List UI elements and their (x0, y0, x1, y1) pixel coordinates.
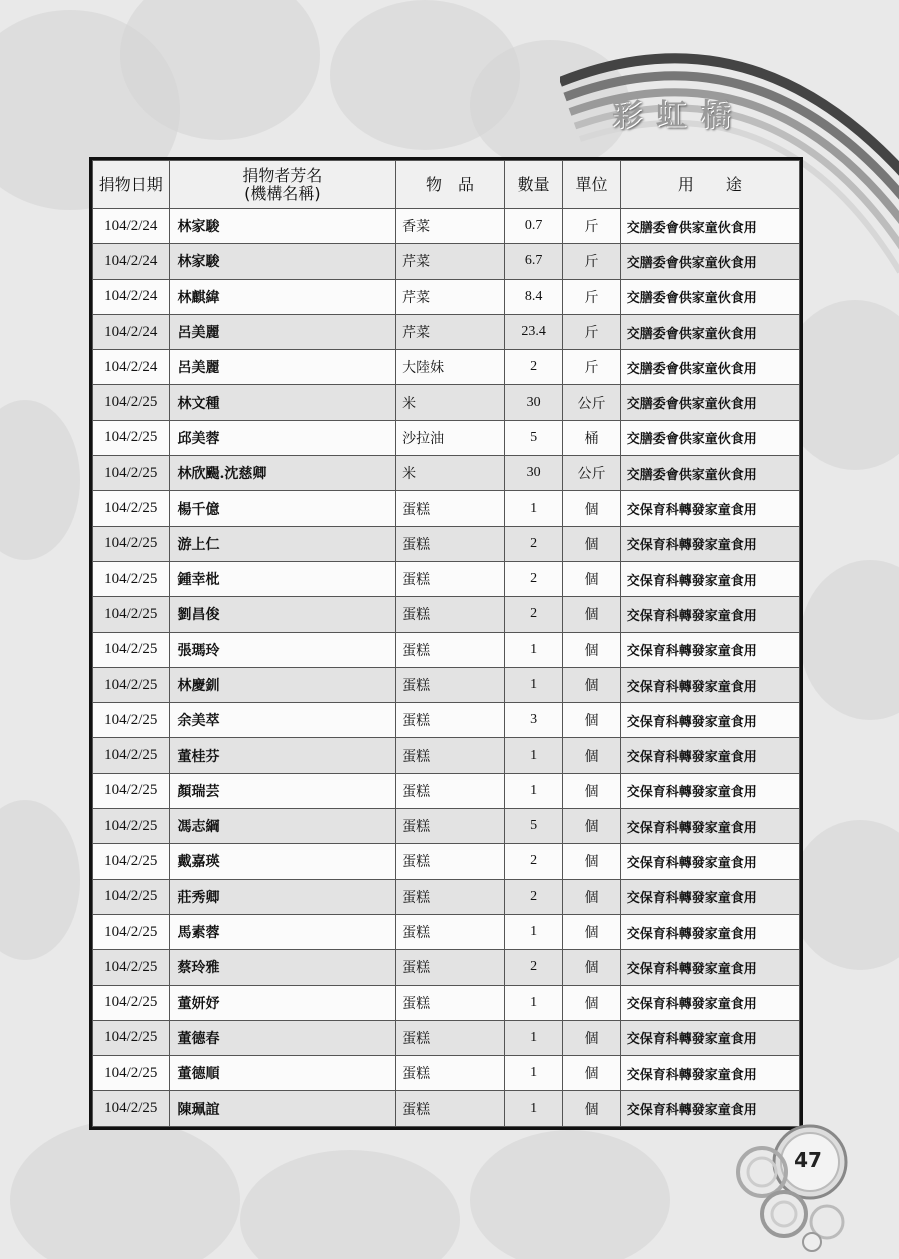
cell-date: 104/2/24 (93, 209, 170, 244)
table-row (93, 667, 800, 702)
cell-purpose: 交保育科轉發家童食用 (620, 1056, 799, 1091)
cell-quantity: 0.7 (504, 209, 562, 244)
column-header-item: 物 品 (396, 161, 505, 209)
cell-quantity: 3 (504, 703, 562, 738)
cell-purpose: 交保育科轉發家童食用 (620, 561, 799, 596)
table-row (93, 914, 800, 949)
column-header-donor-line1: 捐物者芳名 (242, 165, 323, 185)
cell-unit: 個 (563, 844, 620, 879)
cell-unit: 斤 (563, 244, 620, 279)
cell-date: 104/2/25 (93, 1020, 170, 1055)
cell-item: 米 (396, 456, 505, 491)
table-row (93, 985, 800, 1020)
table-row (93, 597, 800, 632)
cell-quantity: 2 (504, 561, 562, 596)
cell-donor-name: 董桂芬 (169, 738, 396, 773)
cell-donor-name: 陳珮誼 (169, 1091, 396, 1126)
cell-purpose: 交保育科轉發家童食用 (620, 950, 799, 985)
cell-unit: 個 (563, 950, 620, 985)
cell-date: 104/2/25 (93, 844, 170, 879)
cell-unit: 桶 (563, 420, 620, 455)
table-row (93, 314, 800, 349)
section-logo-title: 彩虹橋 (612, 98, 744, 133)
cell-purpose: 交保育科轉發家童食用 (620, 703, 799, 738)
cell-quantity: 30 (504, 385, 562, 420)
cell-purpose: 交膳委會供家童伙食用 (620, 420, 799, 455)
cell-date: 104/2/25 (93, 809, 170, 844)
cell-item: 蛋糕 (396, 809, 505, 844)
table-row (93, 244, 800, 279)
cell-purpose: 交保育科轉發家童食用 (620, 597, 799, 632)
cell-item: 芹菜 (396, 244, 505, 279)
cell-purpose: 交膳委會供家童伙食用 (620, 314, 799, 349)
cell-item: 蛋糕 (396, 561, 505, 596)
cell-date: 104/2/25 (93, 561, 170, 596)
cell-purpose: 交保育科轉發家童食用 (620, 667, 799, 702)
cell-item: 蛋糕 (396, 632, 505, 667)
cell-quantity: 5 (504, 420, 562, 455)
cell-item: 蛋糕 (396, 773, 505, 808)
cell-quantity: 5 (504, 809, 562, 844)
column-header-donor-line2: (機構名稱) (244, 183, 321, 203)
cell-purpose: 交保育科轉發家童食用 (620, 526, 799, 561)
cell-date: 104/2/25 (93, 456, 170, 491)
cell-donor-name: 楊千億 (169, 491, 396, 526)
cell-purpose: 交膳委會供家童伙食用 (620, 279, 799, 314)
cell-item: 芹菜 (396, 314, 505, 349)
cell-date: 104/2/25 (93, 1056, 170, 1091)
cell-unit: 個 (563, 914, 620, 949)
table-row (93, 350, 800, 385)
table-row (93, 1020, 800, 1055)
cell-date: 104/2/25 (93, 491, 170, 526)
cell-unit: 個 (563, 985, 620, 1020)
cell-purpose: 交保育科轉發家童食用 (620, 985, 799, 1020)
cell-unit: 個 (563, 809, 620, 844)
table-row (93, 456, 800, 491)
cell-purpose: 交保育科轉發家童食用 (620, 879, 799, 914)
cell-purpose: 交保育科轉發家童食用 (620, 914, 799, 949)
cell-purpose: 交膳委會供家童伙食用 (620, 350, 799, 385)
cell-donor-name: 莊秀卿 (169, 879, 396, 914)
cell-purpose: 交保育科轉發家童食用 (620, 809, 799, 844)
cell-donor-name: 劉昌俊 (169, 597, 396, 632)
table-row (93, 632, 800, 667)
cell-unit: 個 (563, 879, 620, 914)
cell-unit: 斤 (563, 279, 620, 314)
cell-unit: 個 (563, 1056, 620, 1091)
cell-unit: 公斤 (563, 456, 620, 491)
cell-donor-name: 董德春 (169, 1020, 396, 1055)
cell-donor-name: 林欣颺.沈慈卿 (169, 456, 396, 491)
cell-quantity: 2 (504, 597, 562, 632)
cell-quantity: 1 (504, 773, 562, 808)
cell-item: 蛋糕 (396, 1056, 505, 1091)
cell-unit: 斤 (563, 209, 620, 244)
cell-item: 蛋糕 (396, 1091, 505, 1126)
table-row (93, 879, 800, 914)
cell-unit: 個 (563, 561, 620, 596)
cell-unit: 個 (563, 1091, 620, 1126)
cell-date: 104/2/25 (93, 914, 170, 949)
cell-donor-name: 董德順 (169, 1056, 396, 1091)
cell-donor-name: 顏瑞芸 (169, 773, 396, 808)
cell-purpose: 交膳委會供家童伙食用 (620, 456, 799, 491)
cell-item: 大陸妹 (396, 350, 505, 385)
cell-quantity: 1 (504, 667, 562, 702)
cell-purpose: 交保育科轉發家童食用 (620, 1020, 799, 1055)
table-row (93, 420, 800, 455)
column-header-date: 捐物日期 (93, 161, 170, 209)
cell-item: 蛋糕 (396, 738, 505, 773)
cell-quantity: 2 (504, 950, 562, 985)
cell-quantity: 6.7 (504, 244, 562, 279)
cell-quantity: 23.4 (504, 314, 562, 349)
cell-item: 米 (396, 385, 505, 420)
cell-quantity: 1 (504, 632, 562, 667)
table-row (93, 209, 800, 244)
cell-donor-name: 林家駿 (169, 209, 396, 244)
cell-donor-name: 林家駿 (169, 244, 396, 279)
cell-item: 蛋糕 (396, 597, 505, 632)
cell-purpose: 交保育科轉發家童食用 (620, 632, 799, 667)
cell-donor-name: 蔡玲雅 (169, 950, 396, 985)
cell-quantity: 30 (504, 456, 562, 491)
cell-date: 104/2/25 (93, 738, 170, 773)
cell-purpose: 交膳委會供家童伙食用 (620, 244, 799, 279)
cell-unit: 個 (563, 703, 620, 738)
cell-date: 104/2/25 (93, 985, 170, 1020)
page-number: 47 (794, 1148, 822, 1172)
table-row (93, 526, 800, 561)
cell-unit: 個 (563, 773, 620, 808)
cell-quantity: 1 (504, 738, 562, 773)
cell-date: 104/2/24 (93, 244, 170, 279)
cell-date: 104/2/25 (93, 597, 170, 632)
column-header-donor (169, 161, 396, 209)
cell-date: 104/2/25 (93, 632, 170, 667)
column-header-quantity: 數量 (504, 161, 562, 209)
table-row (93, 950, 800, 985)
table-row (93, 703, 800, 738)
cell-item: 香菜 (396, 209, 505, 244)
cell-unit: 斤 (563, 314, 620, 349)
cell-date: 104/2/25 (93, 703, 170, 738)
cell-date: 104/2/25 (93, 667, 170, 702)
cell-quantity: 2 (504, 844, 562, 879)
cell-item: 蛋糕 (396, 526, 505, 561)
cell-quantity: 2 (504, 350, 562, 385)
cell-donor-name: 林慶釧 (169, 667, 396, 702)
cell-unit: 個 (563, 526, 620, 561)
cell-date: 104/2/24 (93, 314, 170, 349)
table-header-row (93, 161, 800, 209)
cell-date: 104/2/24 (93, 350, 170, 385)
table-row (93, 491, 800, 526)
table-row (93, 738, 800, 773)
cell-date: 104/2/25 (93, 773, 170, 808)
cell-donor-name: 馬素蓉 (169, 914, 396, 949)
cell-donor-name: 呂美麗 (169, 314, 396, 349)
cell-unit: 公斤 (563, 385, 620, 420)
cell-item: 蛋糕 (396, 703, 505, 738)
cell-purpose: 交保育科轉發家童食用 (620, 491, 799, 526)
cell-item: 蛋糕 (396, 879, 505, 914)
cell-donor-name: 戴嘉瑛 (169, 844, 396, 879)
cell-date: 104/2/25 (93, 526, 170, 561)
cell-quantity: 2 (504, 526, 562, 561)
table-row (93, 561, 800, 596)
cell-item: 蛋糕 (396, 667, 505, 702)
cell-purpose: 交保育科轉發家童食用 (620, 844, 799, 879)
cell-quantity: 1 (504, 985, 562, 1020)
cell-donor-name: 董妍妤 (169, 985, 396, 1020)
table-row (93, 809, 800, 844)
cell-donor-name: 馮志綱 (169, 809, 396, 844)
table-row (93, 773, 800, 808)
donation-table (89, 157, 803, 1130)
cell-quantity: 1 (504, 1020, 562, 1055)
cell-date: 104/2/25 (93, 1091, 170, 1126)
table-row (93, 1091, 800, 1126)
cell-date: 104/2/25 (93, 950, 170, 985)
column-header-purpose: 用 途 (620, 161, 799, 209)
cell-unit: 個 (563, 738, 620, 773)
cell-purpose: 交膳委會供家童伙食用 (620, 385, 799, 420)
column-header-unit: 單位 (563, 161, 620, 209)
table-row (93, 385, 800, 420)
cell-quantity: 1 (504, 491, 562, 526)
cell-quantity: 1 (504, 1056, 562, 1091)
cell-unit: 個 (563, 597, 620, 632)
cell-purpose: 交保育科轉發家童食用 (620, 1091, 799, 1126)
cell-item: 蛋糕 (396, 1020, 505, 1055)
cell-quantity: 2 (504, 879, 562, 914)
cell-unit: 個 (563, 1020, 620, 1055)
cell-unit: 個 (563, 491, 620, 526)
table-row (93, 844, 800, 879)
cell-donor-name: 邱美蓉 (169, 420, 396, 455)
cell-purpose: 交膳委會供家童伙食用 (620, 209, 799, 244)
table-row (93, 1056, 800, 1091)
cell-donor-name: 余美萃 (169, 703, 396, 738)
cell-quantity: 1 (504, 1091, 562, 1126)
cell-item: 蛋糕 (396, 491, 505, 526)
table-row (93, 279, 800, 314)
cell-unit: 個 (563, 632, 620, 667)
cell-date: 104/2/25 (93, 879, 170, 914)
cell-item: 蛋糕 (396, 844, 505, 879)
cell-donor-name: 張瑪玲 (169, 632, 396, 667)
cell-item: 蛋糕 (396, 985, 505, 1020)
cell-item: 沙拉油 (396, 420, 505, 455)
cell-item: 蛋糕 (396, 950, 505, 985)
cell-purpose: 交保育科轉發家童食用 (620, 773, 799, 808)
cell-donor-name: 游上仁 (169, 526, 396, 561)
cell-quantity: 8.4 (504, 279, 562, 314)
cell-unit: 個 (563, 667, 620, 702)
cell-quantity: 1 (504, 914, 562, 949)
cell-donor-name: 呂美麗 (169, 350, 396, 385)
cell-unit: 斤 (563, 350, 620, 385)
cell-donor-name: 鍾幸枇 (169, 561, 396, 596)
cell-donor-name: 林麒緯 (169, 279, 396, 314)
cell-item: 蛋糕 (396, 914, 505, 949)
cell-date: 104/2/25 (93, 420, 170, 455)
cell-donor-name: 林文種 (169, 385, 396, 420)
cell-purpose: 交保育科轉發家童食用 (620, 738, 799, 773)
cell-item: 芹菜 (396, 279, 505, 314)
cell-date: 104/2/24 (93, 279, 170, 314)
cell-date: 104/2/25 (93, 385, 170, 420)
